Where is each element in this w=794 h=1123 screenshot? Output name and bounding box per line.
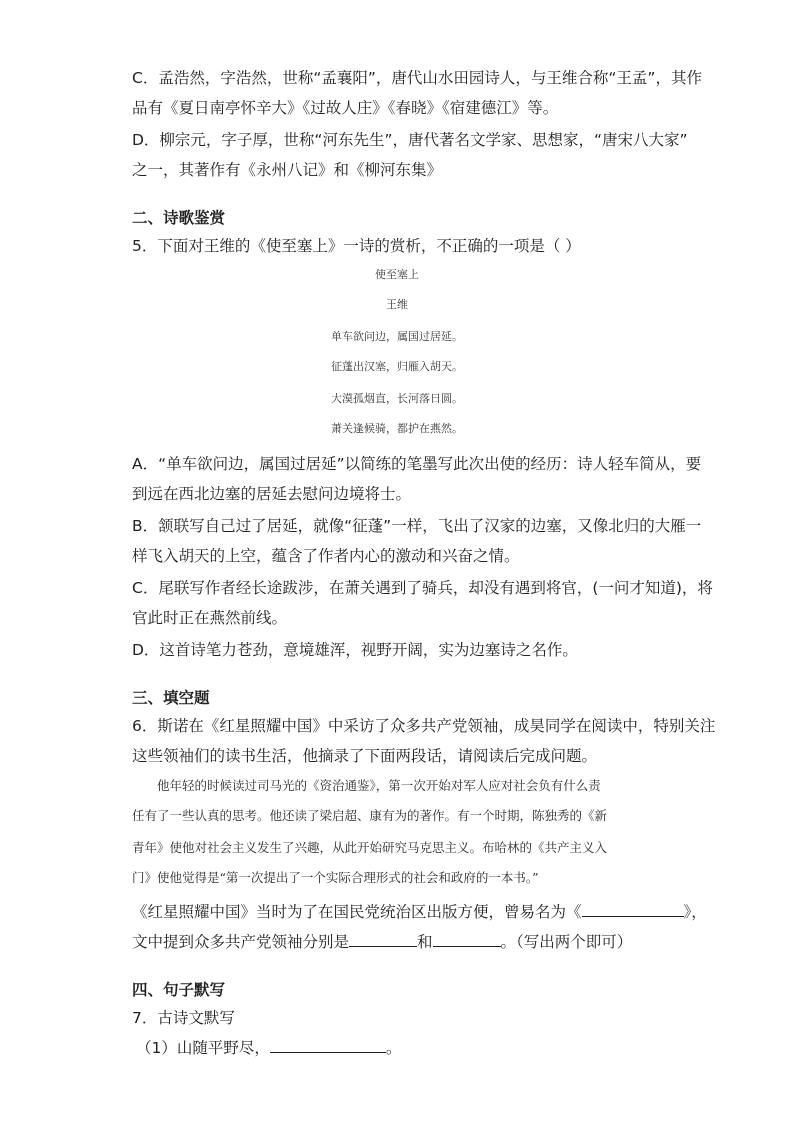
option-c-line1: C．孟浩然，字浩然，世称“孟襄阳”，唐代山水田园诗人，与王维合称“王孟”，其作 — [132, 69, 702, 87]
answer-blank-renamed-title[interactable] — [582, 902, 684, 917]
question-6-line1: 6．斯诺在《红星照耀中国》中采访了众多共产党领袖，成昊同学在阅读中，特别关注 — [132, 717, 716, 735]
fill-text: 。（写出两个即可） — [500, 933, 633, 951]
question-6-fill-line2 — [132, 932, 662, 952]
fill-text: 。 — [385, 1039, 402, 1057]
answer-blank-leader-1[interactable] — [349, 932, 417, 947]
option-5c-line2: 官此时正在燕然前线。 — [132, 609, 288, 627]
poem-author: 王维 — [386, 298, 408, 311]
question-6-fill-line1 — [132, 902, 707, 922]
quote-line-2: 任有了一些认真的思考。他还读了梁启超、康有为的著作。有一个时期，陈独秀的《新 — [132, 808, 608, 823]
fill-text: 》， — [683, 903, 707, 921]
poem-line-1: 单车欲问边，属国过居延。 — [331, 330, 463, 343]
quote-line-4: 门》使他觉得是“第一次提出了一个实际合理形式的社会和政府的一本书。” — [132, 870, 539, 885]
option-5d-line1: D．这首诗笔力苍劲，意境雄浑，视野开阔，实为边塞诗之名作。 — [132, 641, 578, 659]
fill-text: 和 — [417, 933, 433, 951]
question-7: 7．古诗文默写 — [132, 1009, 235, 1027]
fill-text: 《红星照耀中国》当时为了在国民党统治区出版方便，曾易名为《 — [132, 903, 582, 921]
section-heading-poetry: 二、诗歌鉴赏 — [132, 209, 226, 227]
option-d-line1: D．柳宗元，字子厚，世称“河东先生”，唐代著名文学家、思想家，“唐宋八大家” — [132, 131, 688, 149]
option-5a-line2: 到远在西北边塞的居延去慰问边境将士。 — [132, 485, 412, 503]
section-heading-fill: 三、填空题 — [132, 689, 210, 707]
option-5b-line2: 样飞入胡天的上空，蕴含了作者内心的激动和兴奋之情。 — [132, 547, 520, 565]
question-5: 5．下面对王维的《使至塞上》一诗的赏析，不正确的一项是（ ） — [132, 237, 581, 255]
poem-line-4: 萧关逢候骑，都护在燕然。 — [331, 422, 463, 435]
section-heading-recite: 四、句子默写 — [132, 981, 226, 999]
answer-blank-poem-line[interactable] — [270, 1038, 386, 1053]
question-6-line2: 这些领袖们的读书生活，他摘录了下面两段话，请阅读后完成问题。 — [132, 747, 598, 765]
option-5a-line1: A．“单车欲问边，属国过居延”以简练的笔墨写此次出使的经历：诗人轻车简从，要 — [132, 455, 702, 473]
answer-blank-leader-2[interactable] — [433, 932, 501, 947]
quote-line-1: 他年轻的时候读过司马光的《资治通鉴》，第一次开始对军人应对社会负有什么责 — [157, 778, 601, 793]
poem-line-3: 大漠孤烟直，长河落日圆。 — [331, 392, 463, 405]
quote-line-3: 青年》使他对社会主义发生了兴趣，从此开始研究马克思主义。布哈林的《共产主义入 — [132, 840, 608, 855]
fill-text: 文中提到众多共产党领袖分别是 — [132, 933, 350, 951]
option-d-line2: 之一，其著作有《永州八记》和《柳河东集》 — [132, 161, 443, 179]
option-c-line2: 品有《夏日南亭怀辛大》《过故人庄》《春晓》《宿建德江》等。 — [132, 99, 559, 117]
fill-text: （1）山随平野尽， — [136, 1039, 270, 1057]
option-5b-line1: B．颔联写自己过了居延，就像“征蓬”一样，飞出了汉家的边塞，又像北归的大雁一 — [132, 517, 702, 535]
poem-title: 使至塞上 — [375, 268, 419, 281]
question-7-1 — [136, 1038, 666, 1058]
option-5c-line1: C．尾联写作者经长途跋涉，在萧关遇到了骑兵，却没有遇到将官，(一问才知道)，将 — [132, 579, 713, 597]
poem-line-2: 征蓬出汉塞，归雁入胡天。 — [331, 360, 463, 373]
